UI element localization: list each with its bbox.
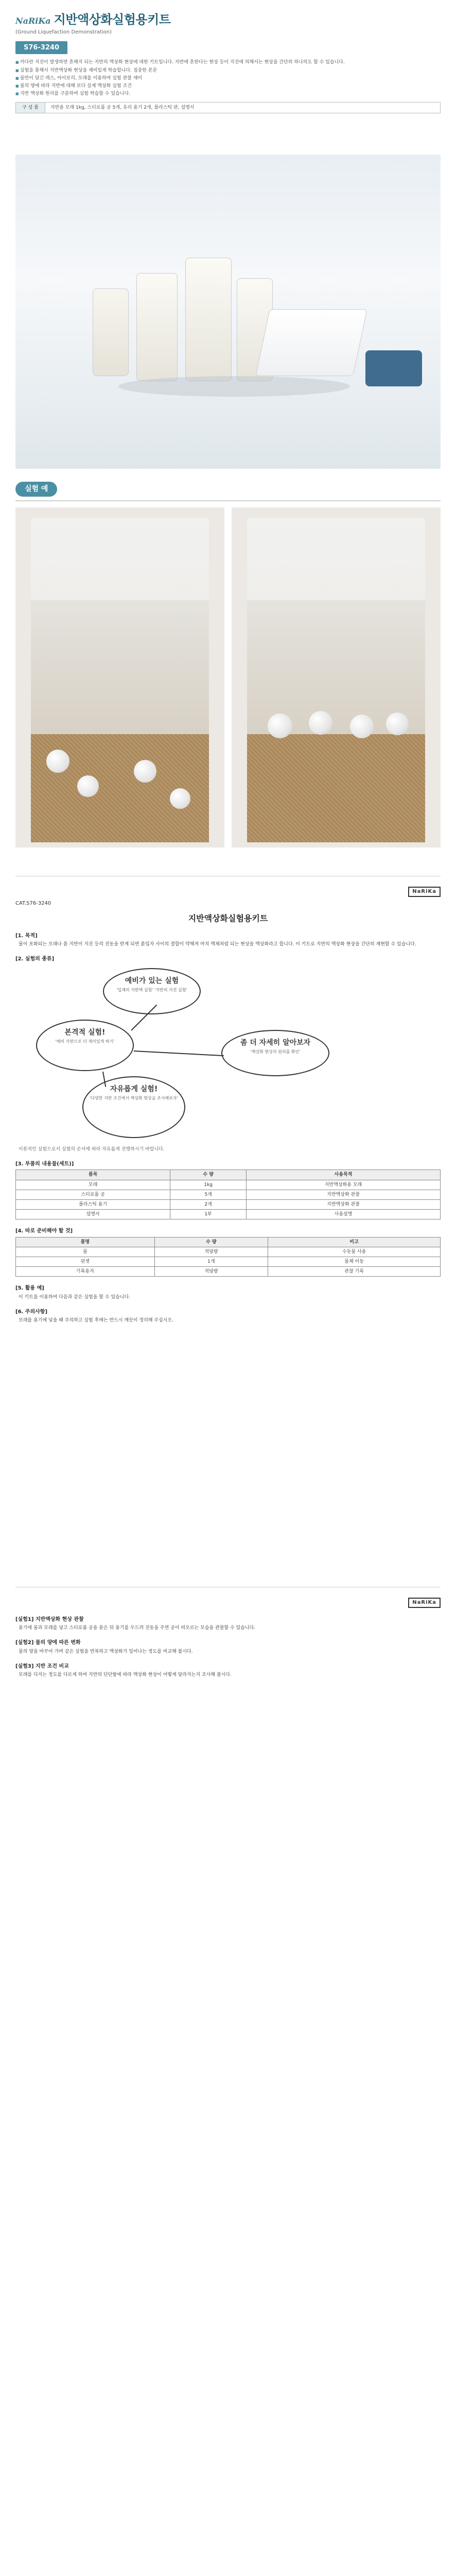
table-row <box>16 1180 441 1190</box>
table-row <box>16 1190 441 1199</box>
bubble-main <box>36 1020 134 1071</box>
table-cell: 물체 이동 <box>268 1257 441 1266</box>
document-page-1 <box>15 876 441 1556</box>
contents-table <box>15 1170 441 1219</box>
water-layer <box>31 600 209 734</box>
styrofoam-ball <box>386 713 409 735</box>
product-header <box>15 11 441 113</box>
section-experiment-types <box>15 956 441 1153</box>
table-row <box>16 1247 441 1257</box>
table-cell: 기록용지 <box>16 1267 155 1277</box>
table-row <box>16 1199 441 1209</box>
table-row <box>16 1257 441 1266</box>
section-note: 이론적인 실험으로서 실험의 순서에 따라 자유롭게 진행하시기 바랍니다. <box>19 1146 165 1152</box>
bubble-subtitle: '액상화 현상의 원리를 확인' <box>250 1049 301 1054</box>
table-header: 사용목적 <box>247 1170 441 1180</box>
styrofoam-ball <box>268 714 292 738</box>
bubble-subtitle: '다양한 지반 조건에서 액상화 현상을 조사해보자' <box>90 1095 178 1100</box>
bubble-title: 본격적 실험! <box>64 1028 106 1037</box>
experiment-heading-label: 실험 예 <box>15 482 57 497</box>
styrofoam-ball <box>134 760 156 783</box>
prepare-table <box>15 1237 441 1277</box>
product-title: 지반액상화실험용키트 <box>54 12 171 27</box>
section-text: 모래를 다지는 정도를 다르게 하여 지반의 단단함에 따라 액상화 현상이 어떻게 달라지는지 조사해 봅시다. <box>19 1672 232 1678</box>
section-text: 이 키트를 이용하여 다음과 같은 실험을 할 수 있습니다. <box>19 1294 131 1300</box>
product-photo <box>15 155 441 469</box>
document-logo: NaRiKa <box>408 1598 441 1608</box>
shadow-image <box>118 376 350 397</box>
feature-list <box>15 59 441 97</box>
table-cell: 사용설명 <box>247 1209 441 1219</box>
feature-item: ■ 커다란 지진이 발생하면 흔해지 되는 지반의 액상화 현상에 대한 키트입니다. 지반에 흔한다는 현상 등이 지진에 의해서는 현상을 간단히 하나의도 할 수 있습니다. <box>15 59 441 65</box>
table-row <box>16 1267 441 1277</box>
section-heading: [실험1] 지반액상화 현상 관찰 <box>15 1616 84 1622</box>
section-heading: [2. 실험의 종류] <box>15 956 55 962</box>
catalog-number: CAT.S76-3240 <box>15 900 51 906</box>
bubble-preliminary <box>103 968 201 1014</box>
feature-item: ■ 실험을 통해서 지반액상화 현상을 재미있게 학습합니다. 집중한 본문 <box>15 67 441 74</box>
table-cell: 설명서 <box>16 1209 170 1219</box>
experiment-photo-before <box>15 507 224 848</box>
feature-item: ■ 지반 액상화 원리를 구분하여 실험 학습할 수 있습니다. <box>15 91 441 97</box>
styrofoam-ball <box>170 788 190 809</box>
experiment-heading <box>15 482 441 501</box>
table-cell: 모래 <box>16 1180 170 1190</box>
section-usage <box>15 1285 441 1300</box>
section-experiment-2 <box>15 1639 441 1655</box>
manual-sheet-image <box>255 309 367 376</box>
product-code-badge: S76-3240 <box>15 41 67 55</box>
section-heading: [실험3] 지반 조건 비교 <box>15 1663 69 1669</box>
bottle-image <box>136 273 178 381</box>
section-caution <box>15 1309 441 1324</box>
feature-item: ■ 물의 양에 따라 지반에 대해 보다 실제 액상화 실험 조건 <box>15 83 441 89</box>
bubble-subtitle: '예비 지반으로 더 재미있게 하기' <box>55 1039 115 1044</box>
bubble-detailed <box>221 1030 329 1076</box>
spec-value: 지반용 모래 1kg, 스티로폼 공 5개, 유리 용기 2개, 플라스틱 판, 설명서 <box>50 105 195 111</box>
table-cell: 5개 <box>170 1190 247 1199</box>
bubble-title: 좀 더 자세히 알아보자 <box>240 1038 311 1047</box>
table-cell: 1부 <box>170 1209 247 1219</box>
section-prepare <box>15 1228 441 1277</box>
table-header-row <box>16 1170 441 1180</box>
document-page-2 <box>15 1587 441 2576</box>
bubble-title: 예비가 있는 실험 <box>125 976 179 985</box>
section-heading: [3. 부품의 내용물(세트)] <box>15 1161 74 1167</box>
bottle-image <box>185 258 232 381</box>
styrofoam-ball <box>46 750 69 773</box>
component-spec-row <box>15 102 441 113</box>
section-contents <box>15 1161 441 1219</box>
feature-item: ■ 물만이 담긴 레스, 아이보리, 모래를 이용하여 실험 관찰 재미 <box>15 75 441 81</box>
table-header: 수 량 <box>154 1237 268 1247</box>
bubble-free <box>82 1076 185 1138</box>
table-header: 수 량 <box>170 1170 247 1180</box>
table-cell: 1kg <box>170 1180 247 1190</box>
bubble-title: 자유롭게 실험! <box>110 1084 158 1093</box>
experiment-photo-after <box>232 507 441 848</box>
package-image <box>365 350 422 386</box>
section-text: 물이 포화되는 모래나 흙 지반이 지진 등의 진동을 받게 되면 흙입자 사이의 결합이 약해져 마치 액체처럼 되는 현상을 액상화라고 합니다. 이 키트로 지반의 액상화 현상을 간단히 재현할 수 있습니다. <box>19 942 416 947</box>
table-cell: 지반액상화용 모래 <box>247 1180 441 1190</box>
section-text: 모래를 용기에 넣을 때 주의하고 실험 후에는 반드시 깨끗이 정리해 주십시오. <box>19 1318 173 1324</box>
table-cell: 적당량 <box>154 1247 268 1257</box>
section-heading: [5. 활용 예] <box>15 1285 44 1292</box>
table-cell: 지반액상화 관찰 <box>247 1190 441 1199</box>
flow-connector <box>134 1050 224 1056</box>
section-purpose <box>15 933 441 948</box>
section-heading: [1. 목적] <box>15 933 38 939</box>
document-title: 지반액상화실험용키트 <box>188 913 268 923</box>
brand-logo: NaRiKa <box>15 16 51 26</box>
table-header: 비고 <box>268 1237 441 1247</box>
section-text: 물의 양을 바꾸어 가며 같은 실험을 반복하고 액상화가 일어나는 정도를 비교해 봅시다. <box>19 1649 193 1654</box>
table-cell: 1개 <box>154 1257 268 1266</box>
section-experiment-3 <box>15 1663 441 1679</box>
experiment-flow-diagram <box>15 968 441 1143</box>
table-header: 품명 <box>16 1237 155 1247</box>
section-heading: [실험2] 물의 양에 따른 변화 <box>15 1640 81 1646</box>
styrofoam-ball <box>350 715 374 738</box>
bubble-subtitle: '입체의 지반액 실험' '지반의 지진 실험' <box>116 987 187 992</box>
table-header-row <box>16 1237 441 1247</box>
table-cell: 2개 <box>170 1199 247 1209</box>
section-text: 용기에 물과 모래를 넣고 스티로폼 공을 묻은 뒤 용기를 두드려 진동을 주면 공이 떠오르는 모습을 관찰할 수 있습니다. <box>19 1625 256 1631</box>
table-header: 품목 <box>16 1170 170 1180</box>
table-cell: 수돗물 사용 <box>268 1247 441 1257</box>
table-cell: 핀셋 <box>16 1257 155 1266</box>
section-experiment-1 <box>15 1616 441 1632</box>
section-heading: [6. 주의사항] <box>15 1309 48 1315</box>
styrofoam-ball <box>77 775 99 797</box>
product-subtitle: (Ground Liquefaction Demonstration) <box>15 29 112 36</box>
spec-label: 구 성 품 <box>16 103 45 113</box>
section-heading: [4. 따로 준비해야 할 것] <box>15 1228 73 1234</box>
table-cell: 관찰 기록 <box>268 1267 441 1277</box>
table-cell: 물 <box>16 1247 155 1257</box>
table-cell: 플라스틱 용기 <box>16 1199 170 1209</box>
table-row <box>16 1209 441 1219</box>
table-cell: 지반액상화 관찰 <box>247 1199 441 1209</box>
sand-layer <box>247 734 425 842</box>
styrofoam-ball <box>309 711 332 735</box>
table-cell: 스티로폼 공 <box>16 1190 170 1199</box>
table-cell: 적당량 <box>154 1267 268 1277</box>
bottle-image <box>93 289 129 376</box>
document-logo: NaRiKa <box>408 887 441 897</box>
brand-line <box>15 11 441 28</box>
